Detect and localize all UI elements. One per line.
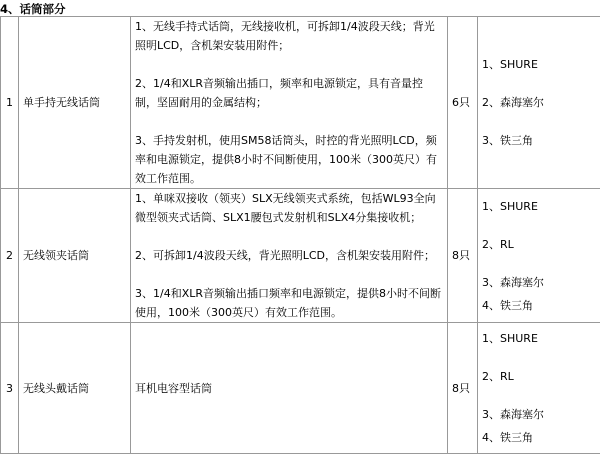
microphone-spec-table bbox=[0, 16, 600, 454]
brand-item: 2、RL bbox=[482, 235, 597, 254]
quantity: 8只 bbox=[448, 189, 478, 323]
brand-item: 2、森海塞尔 bbox=[482, 93, 597, 112]
brand-cell bbox=[478, 189, 600, 323]
spec-paragraph: 1、单咪双接收（领夹）SLX无线领夹式系统，包括WL93全向微型领夹式话筒、SLX1腰包式发射机和SLX4分集接收机； bbox=[135, 189, 443, 227]
spec-paragraph: 3、手持发射机，使用SM58话筒头，时控的背光照明LCD，频率和电源锁定，提供8小时不间断使用，100米（300英尺）有效工作范围。 bbox=[135, 131, 443, 188]
brand-item: 4、铁三角 bbox=[482, 296, 597, 315]
brand-cell bbox=[478, 323, 600, 454]
product-name: 单手持无线话筒 bbox=[19, 17, 131, 189]
table-row bbox=[1, 323, 600, 454]
spec-paragraph: 2、1/4和XLR音频输出插口，频率和电源锁定，具有音量控制，坚固耐用的金属结构； bbox=[135, 74, 443, 112]
spec-paragraph: 2、可拆卸1/4波段天线，背光照明LCD，含机架安装用附件； bbox=[135, 246, 443, 265]
brand-item: 1、SHURE bbox=[482, 55, 597, 74]
product-name: 无线头戴话筒 bbox=[19, 323, 131, 454]
row-number: 3 bbox=[1, 323, 19, 454]
spec-cell bbox=[131, 189, 448, 323]
spec-cell bbox=[131, 323, 448, 454]
row-number: 2 bbox=[1, 189, 19, 323]
row-number: 1 bbox=[1, 17, 19, 189]
table-row bbox=[1, 17, 600, 189]
quantity: 8只 bbox=[448, 323, 478, 454]
table-row bbox=[1, 189, 600, 323]
brand-item: 3、森海塞尔 bbox=[482, 405, 597, 424]
spec-paragraph: 3、1/4和XLR音频输出插口频率和电源锁定，提供8小时不间断使用，100米（300英尺）有效工作范围。 bbox=[135, 284, 443, 322]
spec-cell bbox=[131, 17, 448, 189]
quantity: 6只 bbox=[448, 17, 478, 189]
brand-item: 1、SHURE bbox=[482, 329, 597, 348]
brand-item: 1、SHURE bbox=[482, 197, 597, 216]
brand-item: 2、RL bbox=[482, 367, 597, 386]
brand-item: 3、森海塞尔 bbox=[482, 273, 597, 292]
spec-paragraph: 1、无线手持式话筒，无线接收机，可拆卸1/4波段天线；背光照明LCD，含机架安装用附件； bbox=[135, 17, 443, 55]
section-title: 4、话筒部分 bbox=[0, 0, 66, 18]
brand-cell bbox=[478, 17, 600, 189]
brand-item: 3、铁三角 bbox=[482, 131, 597, 150]
product-name: 无线领夹话筒 bbox=[19, 189, 131, 323]
brand-item: 4、铁三角 bbox=[482, 428, 597, 447]
spec-paragraph: 耳机电容型话筒 bbox=[135, 379, 443, 398]
